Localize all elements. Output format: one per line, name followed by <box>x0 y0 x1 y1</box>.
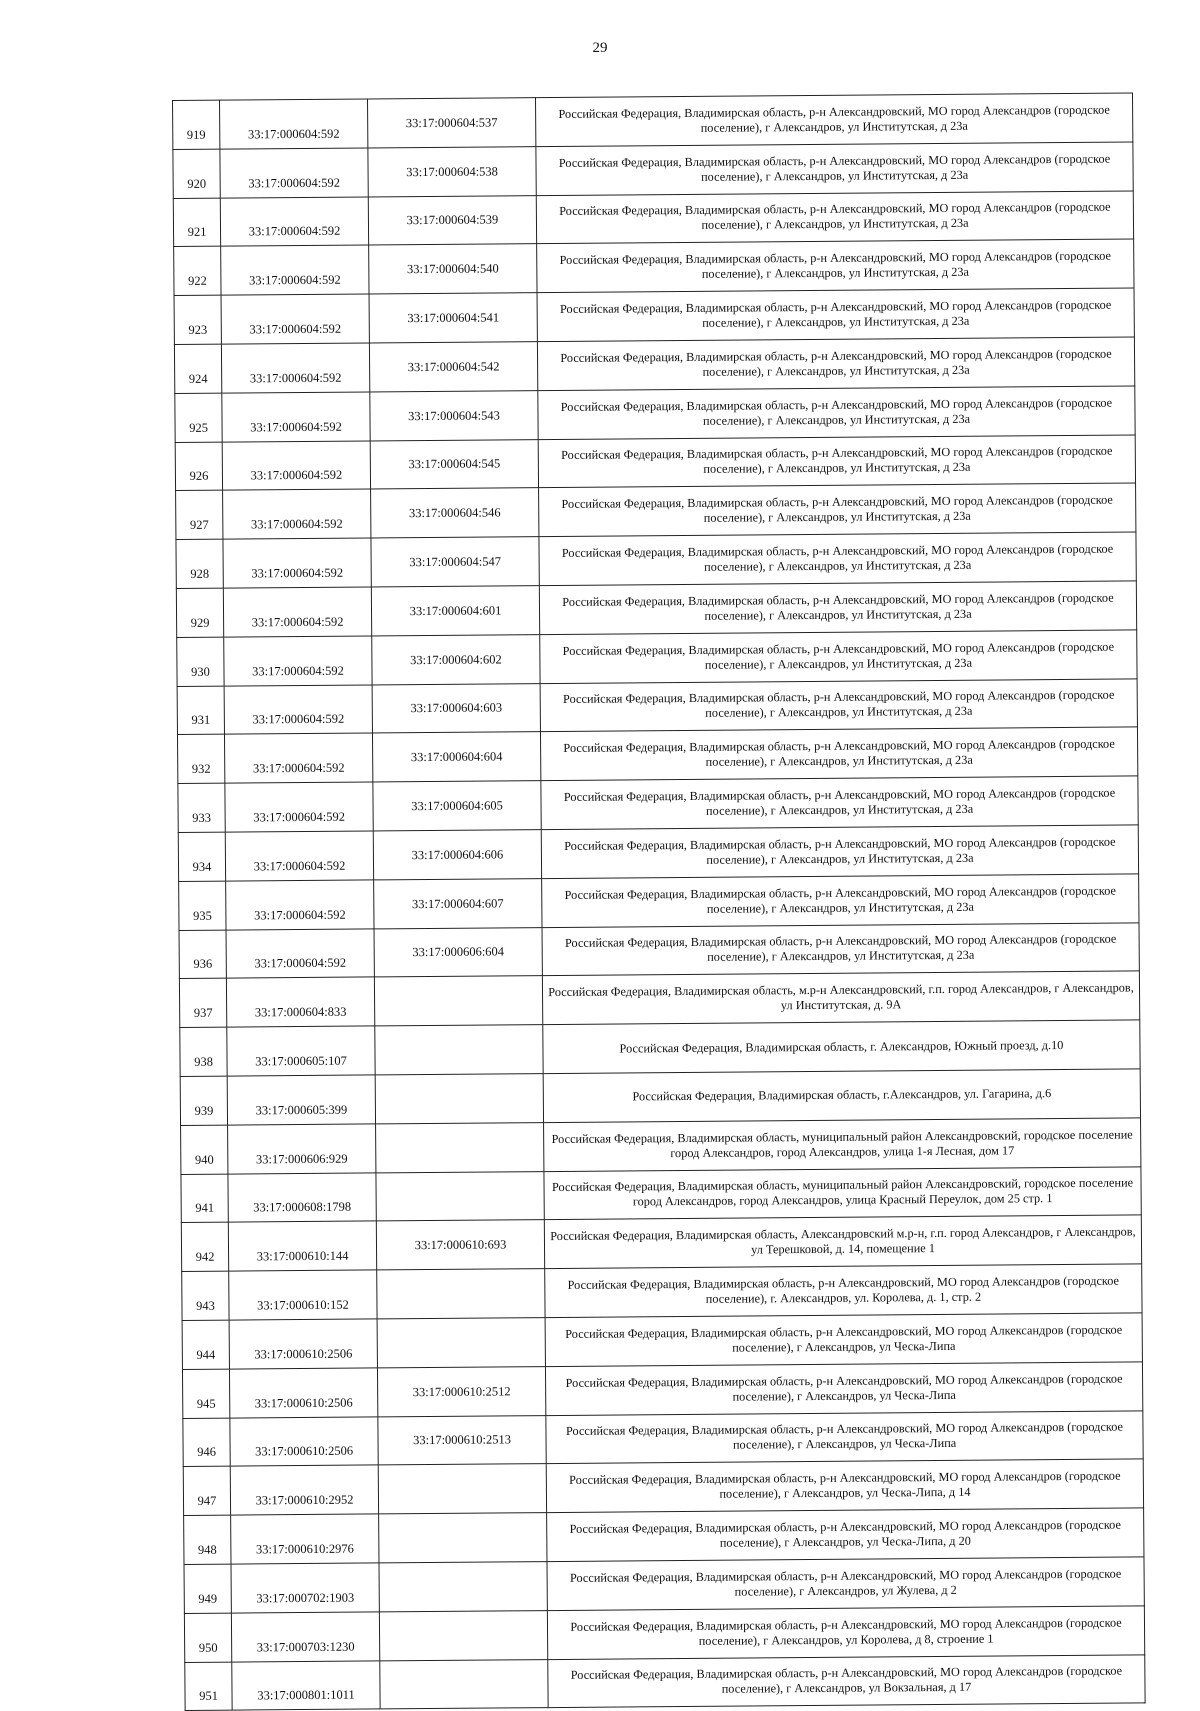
cadastral-number-cell <box>228 1124 376 1174</box>
row-number-cell <box>176 490 223 539</box>
address-cell <box>544 1118 1141 1171</box>
table-row <box>176 483 1136 539</box>
related-cadastral-number-cell <box>371 488 539 538</box>
table-row <box>183 1459 1143 1515</box>
row-number-cell <box>180 1076 227 1125</box>
address-cell <box>540 630 1137 683</box>
address-cell <box>541 825 1138 878</box>
cadastral-number-text: 33:17:000604:592 <box>249 321 342 337</box>
address-cell <box>541 776 1138 829</box>
cadastral-number-cell <box>222 441 370 491</box>
table-row <box>180 1020 1140 1076</box>
row-number-cell <box>176 588 223 637</box>
address-text: Российская Федерация, Владимирская область, р-н Александровский, МО город Александров (городское поселение), г Александров, ул Институтская, д 23а <box>560 395 1113 428</box>
table-row <box>183 1410 1143 1466</box>
cadastral-number-text: 33:17:000604:592 <box>253 809 346 825</box>
cadastral-number-cell <box>229 1270 377 1320</box>
row-number-text: 946 <box>197 1445 217 1460</box>
related-cadastral-number-text: 33:17:000604:537 <box>405 115 498 131</box>
address-text: Российская Федерация, Владимирская область, р-н Александровский, МО город Алкександров (городское поселение), г Александров, ул Ческа-Липа <box>565 1371 1123 1404</box>
cadastral-number-cell <box>223 587 371 637</box>
table-row <box>184 1557 1144 1613</box>
row-number-cell <box>174 247 221 296</box>
address-text: Российская Федерация, Владимирская область, р-н Александровский, МО город Алкександров (городское поселение), г Александров, ул Ческа-Липа <box>565 1419 1124 1453</box>
address-cell <box>542 971 1139 1024</box>
cadastral-number-cell <box>223 538 371 588</box>
address-text: Российская Федерация, Владимирская область, р-н Александровский, МО город Александров (городское поселение), г Александров, ул Институтская, д 23а <box>559 297 1112 330</box>
cadastral-number-cell <box>222 392 370 442</box>
cadastral-number-cell <box>221 294 369 344</box>
table-row <box>173 93 1133 149</box>
address-cell <box>547 1508 1144 1561</box>
address-cell <box>546 1410 1143 1463</box>
table-row <box>174 239 1134 295</box>
cadastral-number-text: 33:17:000610:152 <box>257 1297 349 1313</box>
related-cadastral-number-text: 33:17:000604:546 <box>408 505 501 521</box>
row-number-text: 925 <box>189 420 209 435</box>
table-row <box>178 776 1138 832</box>
related-cadastral-number-cell <box>377 1269 545 1319</box>
address-cell <box>537 239 1134 292</box>
address-text: Российская Федерация, Владимирская область, р-н Александровский, МО город Алкександров (городское поселение), г Александров, ул Ческа-Липа <box>565 1322 1123 1355</box>
row-number-text: 940 <box>194 1152 214 1167</box>
related-cadastral-number-cell <box>373 830 541 880</box>
address-cell <box>545 1362 1142 1415</box>
row-number-text: 934 <box>192 859 212 874</box>
cadastral-number-text: 33:17:000703:1230 <box>256 1639 355 1654</box>
related-cadastral-number-cell <box>374 878 542 928</box>
cadastral-number-text: 33:17:000604:592 <box>248 224 341 239</box>
table-row <box>185 1654 1145 1710</box>
related-cadastral-number-text: 33:17:000604:538 <box>406 164 498 179</box>
row-number-text: 950 <box>198 1640 218 1655</box>
cadastral-number-text: 33:17:000604:592 <box>251 614 344 630</box>
cadastral-number-text: 33:17:000610:2952 <box>255 1492 354 1508</box>
cadastral-number-cell <box>224 636 372 686</box>
row-number-text: 937 <box>193 1005 213 1020</box>
related-cadastral-number-cell <box>369 244 537 294</box>
row-number-text: 945 <box>196 1396 216 1411</box>
related-cadastral-number-cell <box>376 1171 544 1221</box>
related-cadastral-number-cell <box>374 976 542 1026</box>
cadastral-number-cell <box>221 343 369 393</box>
related-cadastral-number-cell <box>379 1562 547 1612</box>
address-cell <box>540 727 1137 780</box>
address-text: Российская Федерация, Владимирская область, р-н Александровский, МО город Александров (городское поселение), г Александров, ул Институтская, д 23а <box>562 639 1115 672</box>
related-cadastral-number-cell <box>378 1415 546 1465</box>
row-number-cell <box>178 783 225 832</box>
address-text: Российская Федерация, Владимирская область, р-н Александровский, МО город Александров (городское поселение), г Александров, ул Ческа-Липа, д 20 <box>569 1517 1121 1550</box>
related-cadastral-number-text: 33:17:000606:604 <box>412 944 505 960</box>
cadastral-number-text: 33:17:000610:144 <box>256 1248 349 1264</box>
table-row <box>175 435 1135 491</box>
address-cell <box>537 288 1134 341</box>
address-text: Российская Федерация, Владимирская область, р-н Александровский, МО город Александров (городское поселение), г Александров, ул Институтская, д 23а <box>560 346 1112 379</box>
address-cell <box>544 1215 1141 1268</box>
row-number-cell <box>184 1613 231 1662</box>
related-cadastral-number-cell <box>371 537 539 587</box>
row-number-cell <box>173 198 220 247</box>
table-row <box>176 581 1136 637</box>
address-text: Российская Федерация, Владимирская область, р-н Александровский, МО город Александров (городское поселение), г Александров, ул Институтская, д 23а <box>559 200 1111 233</box>
cadastral-number-cell <box>220 148 368 198</box>
cadastral-number-text: 33:17:000604:592 <box>249 370 342 386</box>
row-number-text: 929 <box>190 615 210 630</box>
related-cadastral-number-cell <box>371 586 539 636</box>
cadastral-number-cell <box>228 1221 376 1271</box>
row-number-text: 947 <box>197 1493 217 1508</box>
cadastral-number-text: 33:17:000604:592 <box>252 663 344 678</box>
cadastral-number-text: 33:17:000604:592 <box>250 468 343 483</box>
cadastral-number-cell <box>230 1465 378 1515</box>
row-number-text: 951 <box>199 1688 218 1704</box>
cadastral-number-cell <box>229 1319 377 1369</box>
cadastral-number-text: 33:17:000801:1011 <box>257 1687 355 1703</box>
address-text: Российская Федерация, Владимирская область, р-н Александровский, МО город Александров (городское поселение), г Александров, ул Институтская, д 23а <box>564 932 1117 965</box>
table-row <box>182 1264 1142 1320</box>
address-cell <box>538 435 1135 488</box>
row-number-cell <box>178 832 225 881</box>
related-cadastral-number-text: 33:17:000604:545 <box>408 456 501 472</box>
address-text: Российская Федерация, Владимирская область, р-н Александровский, МО город Александров (городское поселение), г Александров, ул Институтская, д 23а <box>561 444 1113 477</box>
related-cadastral-number-text: 33:17:000604:542 <box>407 359 500 375</box>
row-number-text: 942 <box>195 1249 215 1264</box>
table-row <box>175 386 1135 442</box>
cadastral-number-text: 33:17:000604:592 <box>248 175 341 190</box>
address-cell <box>545 1264 1142 1317</box>
related-cadastral-number-cell <box>376 1220 544 1270</box>
cadastral-number-cell <box>231 1612 379 1662</box>
cadastral-number-cell <box>220 99 368 149</box>
address-text: Российская Федерация, Владимирская область, р-н Александровский, МО город Александров (городское поселение), г Александров, ул Институтская, д 23а <box>563 785 1116 818</box>
row-number-text: 936 <box>193 957 213 972</box>
address-text: Российская Федерация, Владимирская область, Александровский м.р-н, г.п. город Александров, г Александров, ул Терешковой, д. 14, помещение 1 <box>550 1224 1136 1257</box>
cadastral-number-text: 33:17:000604:592 <box>252 760 345 776</box>
cadastral-number-cell <box>227 1026 375 1076</box>
cadastral-number-cell <box>224 685 372 735</box>
row-number-cell <box>174 344 221 393</box>
cadastral-number-cell <box>231 1514 379 1564</box>
related-cadastral-number-text: 33:17:000610:693 <box>414 1237 507 1253</box>
related-cadastral-number-text: 33:17:000604:547 <box>409 554 502 570</box>
table-row <box>174 337 1134 393</box>
table-row <box>177 630 1137 686</box>
address-text: Российская Федерация, Владимирская область, р-н Александровский, МО город Александров (городское поселение), г Александров, ул Институтская, д 23а <box>559 248 1111 282</box>
table-row <box>173 142 1133 198</box>
cadastral-number-cell <box>227 1075 375 1125</box>
related-cadastral-number-cell <box>367 98 535 148</box>
related-cadastral-number-text: 33:17:000604:543 <box>408 408 500 423</box>
row-number-cell <box>177 686 224 735</box>
cadastral-number-cell <box>231 1563 379 1613</box>
cadastral-number-text: 33:17:000604:592 <box>247 126 340 142</box>
row-number-text: 924 <box>188 371 208 386</box>
table-row <box>173 191 1133 247</box>
related-cadastral-number-cell <box>370 390 538 440</box>
table-row <box>181 1118 1141 1174</box>
table-row <box>181 1166 1141 1222</box>
row-number-cell <box>179 930 226 979</box>
related-cadastral-number-cell <box>372 732 540 782</box>
cadastral-number-cell <box>232 1660 380 1710</box>
page-number: 29 <box>592 40 608 56</box>
table-row <box>179 874 1139 930</box>
row-number-text: 921 <box>187 225 207 240</box>
related-cadastral-number-cell <box>378 1464 546 1514</box>
address-cell <box>536 191 1133 244</box>
address-cell <box>545 1313 1142 1366</box>
row-number-text: 932 <box>191 761 211 777</box>
address-text: Российская Федерация, Владимирская область, р-н Александровский, МО город Александров (городское поселение), г Александров, ул Жулева, д 2 <box>569 1566 1122 1599</box>
row-number-cell <box>179 881 226 930</box>
related-cadastral-number-text: 33:17:000604:603 <box>410 700 503 716</box>
related-cadastral-number-text: 33:17:000604:604 <box>410 749 503 765</box>
related-cadastral-number-text: 33:17:000604:607 <box>411 896 504 911</box>
cadastral-number-cell <box>226 977 374 1027</box>
table-row <box>182 1313 1142 1369</box>
cadastral-number-text: 33:17:000610:2506 <box>254 1395 353 1410</box>
row-number-text: 941 <box>195 1201 215 1216</box>
related-cadastral-number-text: 33:17:000604:539 <box>406 212 499 228</box>
cadastral-number-text: 33:17:000605:399 <box>255 1102 348 1118</box>
row-number-cell <box>181 1125 228 1174</box>
related-cadastral-number-cell <box>370 439 538 489</box>
row-number-cell <box>183 1466 230 1515</box>
address-text: Российская Федерация, Владимирская область, р-н Александровский, МО город Александров (городское поселение), г. Александров, ул. Королева, д. 1, стр. 2 <box>567 1273 1120 1306</box>
address-cell <box>547 1606 1144 1659</box>
cadastral-number-cell <box>220 197 368 247</box>
cadastral-number-text: 33:17:000606:929 <box>255 1151 348 1166</box>
related-cadastral-number-text: 33:17:000604:601 <box>409 603 502 619</box>
row-number-text: 938 <box>194 1054 213 1069</box>
address-text: Российская Федерация, Владимирская область, р-н Александровский, МО город Александров (городское поселение), г Александров, ул Ческа-Липа, д 14 <box>569 1468 1121 1501</box>
cadastral-number-cell <box>225 831 373 881</box>
related-cadastral-number-text: 33:17:000610:2512 <box>412 1383 511 1399</box>
related-cadastral-number-text: 33:17:000604:605 <box>411 798 503 814</box>
row-number-cell <box>177 734 224 783</box>
address-text: Российская Федерация, Владимирская область, г.Александров, ул. Гагарина, д.6 <box>632 1086 1052 1104</box>
row-number-cell <box>179 978 226 1027</box>
row-number-cell <box>181 1174 228 1223</box>
address-cell <box>542 922 1139 975</box>
row-number-text: 926 <box>189 469 209 484</box>
address-text: Российская Федерация, Владимирская область, р-н Александровский, МО город Александров (городское поселение), г Александров, ул Королева, д 8, строение 1 <box>570 1615 1122 1648</box>
cadastral-number-cell <box>228 1172 376 1222</box>
table-row <box>176 532 1136 588</box>
row-number-cell <box>173 149 220 198</box>
cadastral-number-text: 33:17:000610:2506 <box>255 1443 354 1459</box>
table-row <box>179 922 1139 978</box>
row-number-cell <box>182 1320 229 1369</box>
address-text: Российская Федерация, Владимирская область, р-н Александровский, МО город Александров (городское поселение), г Александров, ул Институтская, д 23а <box>561 492 1113 526</box>
row-number-cell <box>177 637 224 686</box>
cadastral-number-cell <box>229 1368 377 1418</box>
row-number-text: 930 <box>191 664 210 679</box>
table-row <box>174 288 1134 344</box>
row-number-cell <box>182 1369 229 1418</box>
related-cadastral-number-cell <box>374 927 542 977</box>
cadastral-number-cell <box>226 880 374 930</box>
cadastral-number-text: 33:17:000604:592 <box>252 712 345 727</box>
address-cell <box>542 874 1139 927</box>
row-number-text: 935 <box>192 908 212 923</box>
related-cadastral-number-cell <box>375 1025 543 1075</box>
table-row <box>180 1069 1140 1125</box>
cadastral-number-text: 33:17:000604:592 <box>253 858 346 874</box>
related-cadastral-number-cell <box>369 293 537 343</box>
cadastral-number-text: 33:17:000604:592 <box>254 956 347 971</box>
related-cadastral-number-cell <box>373 781 541 831</box>
row-number-text: 928 <box>190 566 210 581</box>
row-number-cell <box>182 1271 229 1320</box>
related-cadastral-number-cell <box>375 1074 543 1124</box>
cadastral-number-cell <box>230 1416 378 1466</box>
table-row <box>178 825 1138 881</box>
address-text: Российская Федерация, Владимирская область, муниципальный район Александровский, городское поселение город Александров, город Александров, улица Красный Переулок, дом 25 стр. 1 <box>551 1175 1134 1209</box>
address-cell <box>539 483 1136 536</box>
cadastral-number-cell <box>223 489 371 539</box>
related-cadastral-number-cell <box>368 146 536 196</box>
related-cadastral-number-cell <box>379 1513 547 1563</box>
cadastral-number-text: 33:17:000610:2976 <box>255 1541 354 1557</box>
table-row <box>184 1508 1144 1564</box>
row-number-text: 939 <box>194 1103 214 1118</box>
related-cadastral-number-cell <box>368 195 536 245</box>
cadastral-number-text: 33:17:000604:592 <box>250 419 342 434</box>
cadastral-number-text: 33:17:000604:592 <box>254 907 346 922</box>
related-cadastral-number-cell <box>376 1122 544 1172</box>
cadastral-number-text: 33:17:000604:592 <box>250 516 343 532</box>
table-row <box>177 727 1137 783</box>
related-cadastral-number-text: 33:17:000610:2513 <box>413 1432 512 1448</box>
address-cell <box>538 386 1135 439</box>
address-text: Российская Федерация, Владимирская область, р-н Александровский, МО город Александров (городское поселение), г Александров, ул Институтская, д 23а <box>558 151 1111 184</box>
related-cadastral-number-cell <box>372 683 540 733</box>
row-number-cell <box>183 1418 230 1467</box>
address-cell <box>535 93 1132 146</box>
row-number-text: 920 <box>187 176 207 191</box>
cadastral-number-text: 33:17:000604:833 <box>254 1004 347 1020</box>
row-number-text: 927 <box>189 517 209 533</box>
related-cadastral-number-text: 33:17:000604:541 <box>407 310 500 326</box>
address-text: Российская Федерация, Владимирская область, р-н Александровский, МО город Александров (городское поселение), г Александров, ул Институтская, д 23а <box>564 883 1116 916</box>
cadastral-number-cell <box>226 928 374 978</box>
row-number-text: 922 <box>187 273 207 289</box>
related-cadastral-number-cell <box>372 634 540 684</box>
address-cell <box>548 1654 1145 1707</box>
row-number-cell <box>184 1564 231 1613</box>
cadastral-number-text: 33:17:000702:1903 <box>256 1590 355 1606</box>
table-row <box>182 1362 1142 1418</box>
address-text: Российская Федерация, Владимирская область, муниципальный район Александровский, городское поселение город Александров, город Александров, улица 1-я Лесная, дом 17 <box>551 1127 1133 1160</box>
row-number-text: 933 <box>192 810 212 825</box>
row-number-cell <box>180 1027 227 1076</box>
table-row <box>184 1606 1144 1662</box>
table-body <box>173 93 1146 1711</box>
address-cell <box>547 1557 1144 1610</box>
address-cell <box>537 337 1134 390</box>
related-cadastral-number-cell <box>380 1659 548 1709</box>
table-row <box>179 971 1139 1027</box>
property-table <box>172 92 1146 1711</box>
related-cadastral-number-cell <box>369 342 537 392</box>
related-cadastral-number-text: 33:17:000604:606 <box>411 847 504 862</box>
row-number-text: 943 <box>196 1298 215 1313</box>
table-row <box>181 1215 1141 1271</box>
address-cell <box>546 1459 1143 1512</box>
address-cell <box>543 1020 1140 1073</box>
address-cell <box>539 581 1136 634</box>
cadastral-number-cell <box>224 733 372 783</box>
row-number-cell <box>173 100 220 149</box>
row-number-text: 923 <box>188 322 208 337</box>
row-number-cell <box>175 393 222 442</box>
related-cadastral-number-cell <box>379 1610 547 1660</box>
address-text: Российская Федерация, Владимирская область, р-н Александровский, МО город Александров (городское поселение), г Александров, ул Институтская, д 23а <box>562 688 1115 721</box>
address-text: Российская Федерация, Владимирская область, р-н Александровский, МО город Александров (городское поселение), г Александров, ул Институтская, д 23а <box>564 834 1116 867</box>
related-cadastral-number-cell <box>377 1366 545 1416</box>
address-text: Российская Федерация, Владимирская область, р-н Александровский, МО город Александров (городское поселение), г Александров, ул Институтская, д 23а <box>561 541 1114 574</box>
row-number-text: 949 <box>198 1591 218 1606</box>
cadastral-number-cell <box>225 782 373 832</box>
related-cadastral-number-cell <box>377 1318 545 1368</box>
row-number-text: 948 <box>197 1542 217 1557</box>
row-number-text: 919 <box>186 127 206 142</box>
row-number-text: 931 <box>191 713 211 728</box>
row-number-cell <box>184 1515 231 1564</box>
cadastral-number-text: 33:17:000608:1798 <box>253 1199 352 1215</box>
cadastral-number-text: 33:17:000610:2506 <box>254 1346 353 1362</box>
cadastral-number-cell <box>221 245 369 295</box>
row-number-text: 944 <box>196 1347 216 1362</box>
table-row <box>177 679 1137 735</box>
cadastral-number-text: 33:17:000604:592 <box>249 272 341 288</box>
address-text: Российская Федерация, Владимирская область, р-н Александровский, МО город Александров (городское поселение), г Александров, ул Институтская, д 23а <box>563 736 1115 770</box>
address-cell <box>543 1069 1140 1122</box>
address-text: Российская Федерация, Владимирская область, р-н Александровский, МО город Александров (городское поселение), г Александров, ул Институтская, д 23а <box>562 590 1114 623</box>
cadastral-number-text: 33:17:000605:107 <box>255 1053 347 1069</box>
address-cell <box>540 679 1137 732</box>
address-cell <box>536 142 1133 195</box>
row-number-cell <box>181 1222 228 1271</box>
related-cadastral-number-text: 33:17:000604:540 <box>406 261 499 277</box>
row-number-cell <box>175 442 222 491</box>
related-cadastral-number-text: 33:17:000604:602 <box>410 652 502 667</box>
address-text: Российская Федерация, Владимирская область, р-н Александровский, МО город Александров (городское поселение), г Александров, ул Вокзальная, д 17 <box>570 1663 1123 1697</box>
address-cell <box>539 532 1136 585</box>
address-text: Российская Федерация, Владимирская область, м.р-н Александровский, г.п. город Александров, г Александров, ул Институтская, д. 9А <box>548 980 1134 1013</box>
address-cell <box>544 1166 1141 1219</box>
row-number-cell <box>176 539 223 588</box>
cadastral-number-text: 33:17:000604:592 <box>251 565 344 581</box>
address-text: Российская Федерация, Владимирская область, г. Александров, Южный проезд, д.10 <box>619 1037 1064 1056</box>
row-number-cell <box>185 1662 232 1711</box>
row-number-cell <box>174 295 221 344</box>
address-text: Российская Федерация, Владимирская область, р-н Александровский, МО город Александров (городское поселение), г Александров, ул Институтская, д 23а <box>558 102 1110 135</box>
